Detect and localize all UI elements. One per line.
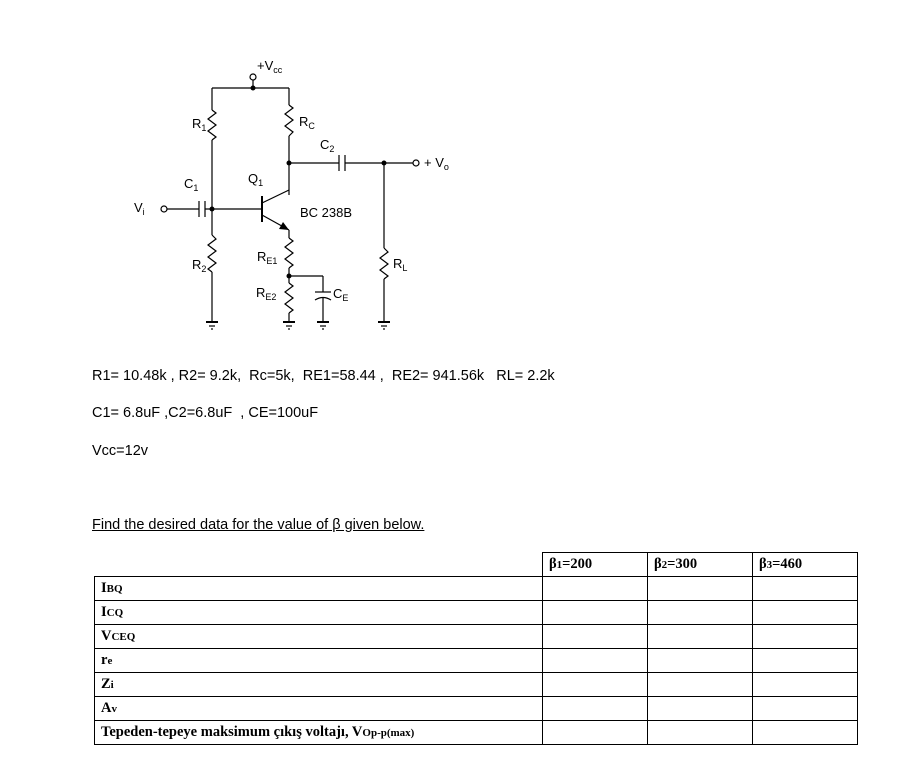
c1-label: $C_1$ xyxy=(184,176,199,193)
table-cell xyxy=(648,625,753,649)
rc-resistor xyxy=(285,105,293,136)
vcc-terminal xyxy=(250,74,256,80)
table-row xyxy=(95,721,858,745)
beta3-header: β3=460 xyxy=(753,553,858,577)
table-cell xyxy=(543,577,648,601)
table-cell xyxy=(543,697,648,721)
transistor-model-label: BC 238B xyxy=(300,205,353,220)
row-label-re: re xyxy=(95,649,543,673)
table-header-row xyxy=(95,553,858,577)
table-cell xyxy=(753,649,858,673)
vi-label: $V_i$ xyxy=(134,200,145,217)
table-row xyxy=(95,649,858,673)
table-corner xyxy=(95,553,543,577)
table-cell xyxy=(543,625,648,649)
beta1-header: β1=200 xyxy=(543,553,648,577)
re1-resistor xyxy=(285,238,293,268)
supply-voltage: Vcc=12v xyxy=(92,443,149,459)
rl-label: $R_L$ xyxy=(393,256,408,273)
table-cell xyxy=(543,673,648,697)
table-row xyxy=(95,673,858,697)
r1-label: $R_1$ xyxy=(192,116,207,133)
table-cell xyxy=(648,577,753,601)
c2-label: $C_2$ xyxy=(320,137,335,154)
instruction-text: Find the desired data for the value of β given below. xyxy=(92,517,425,533)
row-label-vceq: VCEQ xyxy=(95,625,543,649)
rc-label: $R_C$ xyxy=(299,114,315,131)
vo-label: + $V_o$ xyxy=(424,155,449,172)
table-cell xyxy=(648,649,753,673)
table-cell xyxy=(648,721,753,745)
table-cell xyxy=(753,625,858,649)
table-row xyxy=(95,601,858,625)
row-label-zi: Zi xyxy=(95,673,543,697)
r1-resistor xyxy=(208,110,216,140)
vi-terminal xyxy=(161,206,167,212)
beta2-header: β2=300 xyxy=(648,553,753,577)
table-cell xyxy=(753,721,858,745)
table-cell xyxy=(543,649,648,673)
ce-label: $C_E$ xyxy=(333,286,349,303)
amplifier-circuit-diagram xyxy=(0,0,906,345)
table-row xyxy=(95,697,858,721)
rl-resistor xyxy=(380,248,388,279)
row-label-icq: ICQ xyxy=(95,601,543,625)
re2-resistor xyxy=(285,283,293,313)
r2-resistor xyxy=(208,235,216,272)
resistor-values: R1= 10.48k , R2= 9.2k, Rc=5k, RE1=58.44 , RE2= 941.56k RL= 2.2k xyxy=(92,368,555,384)
table-cell xyxy=(753,601,858,625)
table-cell xyxy=(543,601,648,625)
r2-label: $R_2$ xyxy=(192,257,207,274)
row-label-ibq: IBQ xyxy=(95,577,543,601)
re1-label: $R_{E1}$ xyxy=(257,249,278,266)
results-table xyxy=(94,552,858,745)
emitter-arrow-icon xyxy=(279,222,289,230)
table-cell xyxy=(543,721,648,745)
capacitor-values: C1= 6.8uF ,C2=6.8uF , CE=100uF xyxy=(92,405,319,421)
table-cell xyxy=(648,697,753,721)
vo-terminal xyxy=(413,160,419,166)
q1-label: $Q_1$ xyxy=(248,171,264,188)
table-cell xyxy=(648,673,753,697)
row-label-vopp: Tepeden-tepeye maksimum çıkış voltajı, VOp-p(max) xyxy=(95,721,543,745)
table-row xyxy=(95,577,858,601)
table-row xyxy=(95,625,858,649)
table-cell xyxy=(648,601,753,625)
table-cell xyxy=(753,697,858,721)
re2-label: $R_{E2}$ xyxy=(256,285,277,302)
table-cell xyxy=(753,673,858,697)
vcc-label: $+V_{cc}$ xyxy=(257,58,283,75)
table-cell xyxy=(753,577,858,601)
row-label-av: Av xyxy=(95,697,543,721)
